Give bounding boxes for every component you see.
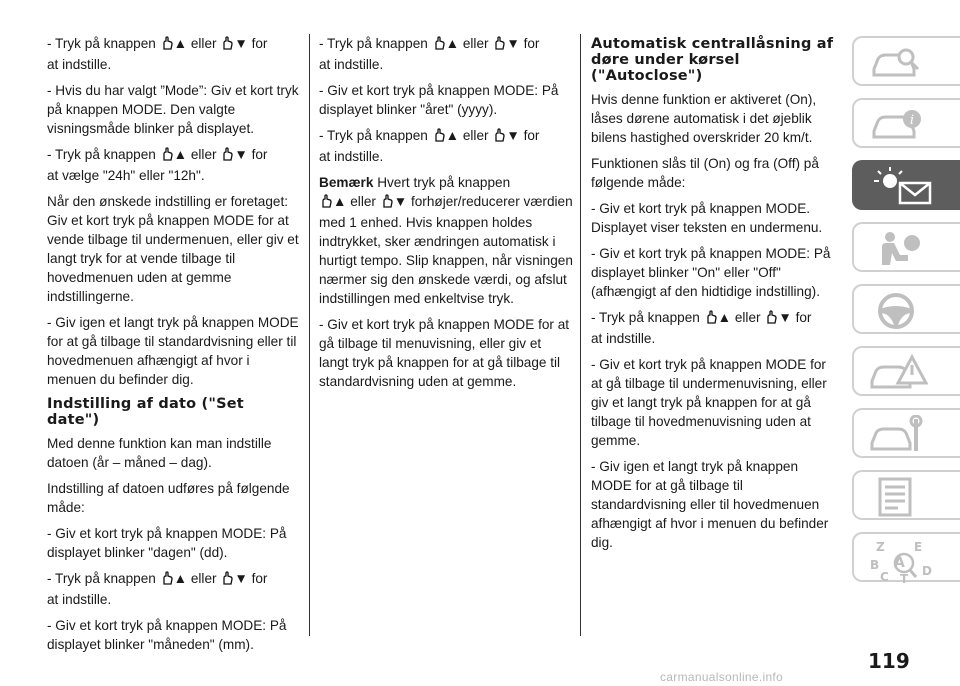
section-heading: Automatisk centrallåsning af døre under kørsel ("Autoclose")	[591, 36, 834, 84]
alphabet-index-icon	[868, 539, 938, 583]
document-list-icon	[868, 477, 928, 517]
paragraph: Indstilling af datoen udføres på følgende måde:	[47, 481, 290, 515]
paragraph	[47, 145, 299, 185]
down-arrow-icon: ▼	[393, 194, 408, 209]
hand-button-icon	[160, 571, 174, 590]
down-arrow-icon: ▼	[234, 571, 248, 586]
tab-car-search[interactable]	[852, 36, 960, 86]
text: - Tryk på knappen	[319, 128, 428, 143]
svg-text:i: i	[909, 113, 915, 128]
tab-technical-data[interactable]	[852, 470, 960, 520]
text: eller	[350, 194, 376, 209]
car-search-icon	[868, 43, 928, 83]
note-paragraph	[319, 173, 573, 308]
text: eller	[190, 571, 217, 586]
text: for	[251, 36, 268, 51]
paragraph: - Giv et kort tryk på knappen MODE for at gå tilbage til undermenuvisning, eller giv et langt tryk på knappen for at gå tilbage til hovedmenuvisning uden at gemme.	[591, 357, 827, 448]
hand-button-icon	[220, 147, 234, 166]
tab-emergency[interactable]	[852, 346, 960, 396]
paragraph: - Giv et kort tryk på knappen MODE: På displayet blinker "året" (yyyy).	[319, 83, 559, 117]
hand-button-icon	[319, 194, 333, 213]
index-letter: T	[900, 572, 909, 583]
watermark: carmanualsonline.info	[660, 670, 784, 684]
tab-car-info[interactable]	[852, 98, 960, 148]
text: for	[523, 36, 540, 51]
page-number: 119	[868, 649, 910, 673]
paragraph: - Giv igen et langt tryk på knappen MODE for at gå tilbage til standardvisning eller til hovedmenuen afhængigt af hvor i menuen du befinder dig.	[47, 315, 299, 387]
paragraph	[47, 569, 299, 609]
column-divider	[580, 34, 581, 636]
warning-light-envelope-icon	[866, 165, 942, 205]
paragraph: - Hvis du har valgt ”Mode”: Giv et kort tryk på knappen MODE. Den valgte visningsmåde blinker på displayet.	[47, 83, 299, 136]
index-letter: B	[870, 558, 880, 572]
down-arrow-icon: ▼	[778, 310, 792, 325]
down-arrow-icon: ▼	[506, 36, 520, 51]
text: forhøjer/reducerer	[410, 194, 520, 209]
car-tools-icon	[868, 415, 928, 455]
text: - Tryk på knappen	[319, 36, 428, 51]
tab-warning-lights-messages[interactable]	[852, 160, 960, 210]
paragraph: Med denne funktion kan man indstille datoen (år – måned – dag).	[47, 436, 272, 470]
text: for	[523, 128, 540, 143]
hand-button-icon	[160, 36, 174, 55]
text: eller	[734, 310, 761, 325]
hand-button-icon	[492, 128, 506, 147]
text: - Tryk på knappen	[47, 571, 156, 586]
index-letter: D	[922, 564, 932, 578]
index-letter: E	[914, 540, 923, 554]
index-letter: A	[894, 555, 905, 571]
down-arrow-icon: ▼	[234, 36, 248, 51]
down-arrow-icon: ▼	[506, 128, 520, 143]
paragraph: - Giv et kort tryk på knappen MODE: På displayet blinker "måneden" (mm).	[47, 618, 287, 652]
text: at indstille.	[319, 149, 384, 164]
hand-button-icon	[380, 194, 394, 213]
text: for	[795, 310, 812, 325]
text-column-1	[47, 34, 299, 661]
text: for	[251, 147, 268, 162]
tab-starting-driving[interactable]	[852, 284, 960, 334]
paragraph	[591, 308, 837, 348]
paragraph: Når den ønskede indstilling er foretaget: Giv et kort tryk på knappen MODE for at vende tilbage til undermenuen, eller giv et langt tryk for at vende tilbage til hovedmenuen uden at gemme indstillingerne.	[47, 194, 299, 304]
up-arrow-icon: ▲	[717, 310, 732, 325]
text: Hvert tryk på knappen	[377, 175, 511, 190]
text-column-3	[591, 34, 837, 559]
tab-index[interactable]	[852, 532, 960, 582]
text: for	[251, 571, 268, 586]
text: at indstille.	[47, 57, 112, 72]
paragraph: Hvis denne funktion er aktiveret (On), låses dørene automatisk i det øjeblik bilens hastighed overskrider 20 km/t.	[591, 92, 817, 145]
hand-button-icon	[492, 36, 506, 55]
hand-button-icon	[432, 128, 446, 147]
hand-button-icon	[704, 310, 718, 329]
text: at indstille.	[319, 57, 384, 72]
up-arrow-icon: ▲	[173, 147, 188, 162]
up-arrow-icon: ▲	[445, 36, 460, 51]
text: eller	[462, 36, 489, 51]
hand-button-icon	[220, 36, 234, 55]
text: eller	[190, 147, 217, 162]
paragraph	[47, 34, 299, 74]
note-label: Bemærk	[319, 175, 374, 190]
up-arrow-icon: ▲	[333, 194, 347, 209]
paragraph: Funktionen slås til (On) og fra (Off) på følgende måde:	[591, 156, 819, 190]
section-heading: Indstilling af dato ("Set date")	[47, 396, 244, 428]
car-warning-triangle-icon	[868, 353, 928, 393]
tab-safety[interactable]	[852, 222, 960, 272]
column-divider	[309, 34, 310, 636]
text: - Tryk på knappen	[47, 147, 156, 162]
index-letter: C	[880, 570, 889, 583]
chapter-tabs	[852, 36, 960, 626]
hand-button-icon	[432, 36, 446, 55]
paragraph	[319, 126, 573, 166]
up-arrow-icon: ▲	[173, 571, 188, 586]
text: at indstille.	[47, 592, 112, 607]
up-arrow-icon: ▲	[445, 128, 460, 143]
steering-wheel-icon	[868, 291, 928, 331]
paragraph	[319, 34, 573, 74]
text-column-2	[319, 34, 573, 398]
hand-button-icon	[160, 147, 174, 166]
hand-button-icon	[220, 571, 234, 590]
up-arrow-icon: ▲	[173, 36, 188, 51]
text: eller	[190, 36, 217, 51]
text: - Tryk på knappen	[47, 36, 156, 51]
text: at indstille.	[591, 331, 656, 346]
text: værdien med 1 enhed. Hvis knappen holdes indtrykket, sker ændringen automatisk i hurtigt tempo. Slip knappen, når visningen nærmer sig den ønskede værdi, og afslut indstillingen med enkeltvise tryk.	[319, 194, 573, 306]
text: eller	[462, 128, 489, 143]
car-info-icon	[868, 105, 928, 145]
paragraph: - Giv et kort tryk på knappen MODE: På displayet blinker "dagen" (dd).	[47, 526, 287, 560]
text: at vælge "24h" eller "12h".	[47, 168, 205, 183]
text: - Tryk på knappen	[591, 310, 700, 325]
index-letter: Z	[876, 540, 885, 554]
tab-servicing[interactable]	[852, 408, 960, 458]
paragraph: - Giv et kort tryk på knappen MODE: På displayet blinker "On" eller "Off" (afhængigt af den hidtidige indstilling).	[591, 246, 831, 299]
paragraph: - Giv igen et langt tryk på knappen MODE for at gå tilbage til standardvisning eller til hovedmenuen afhængigt af hvor i menuen du befinder dig.	[591, 459, 829, 550]
seat-airbag-icon	[868, 229, 928, 269]
down-arrow-icon: ▼	[234, 147, 248, 162]
paragraph: - Giv et kort tryk på knappen MODE for at gå tilbage til menuvisning, eller giv et langt tryk på knappen for at gå tilbage til standardvisning uden at gemme.	[319, 317, 570, 389]
paragraph: - Giv et kort tryk på knappen MODE. Displayet viser teksten en undermenu.	[591, 201, 823, 235]
hand-button-icon	[764, 310, 778, 329]
